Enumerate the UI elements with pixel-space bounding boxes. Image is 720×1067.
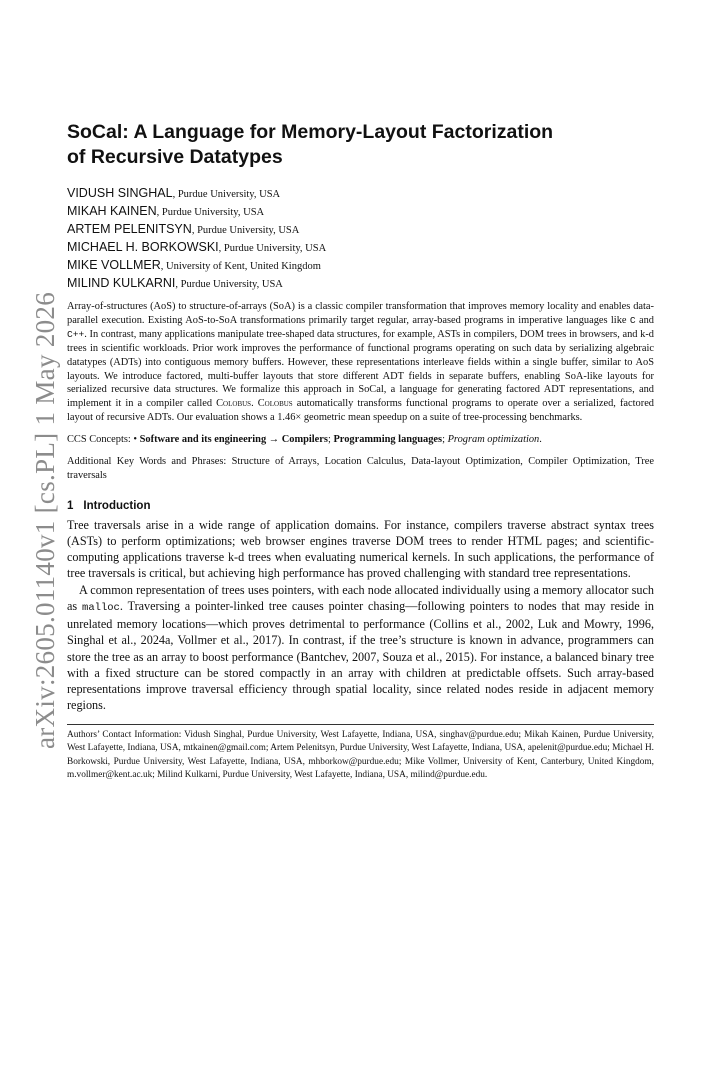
abstract-text: . — [251, 398, 258, 410]
author-entry — [67, 185, 654, 203]
code-term: C — [629, 314, 636, 326]
title-line-2: of Recursive Datatypes — [67, 146, 283, 168]
code-term: C++ — [67, 328, 85, 340]
author-affiliation: , Purdue University, USA — [218, 243, 327, 254]
abstract-text: Array-of-structures (AoS) to structure-of-arrays (SoA) is a classic compiler transformation that improves memory locality and enables data-parallel execution. Existing AoS-to-SoA transformations primarily target regular, array-based programs in imperative languages like — [67, 301, 654, 326]
ccs-term: Compilers — [281, 434, 328, 446]
body-text: . Traversing a pointer-linked tree causes pointer chasing—following pointers to nodes that may reside in unrelated memory locations—which proves detrimental to performance (Collins et al., 2002, Luk and Mowry, 1996, Singhal et al., 2024a, Vollmer et al., 2017). In contrast, if the tree’s structure is known in advance, programmers can store the tree as an array to boost performance (Bantchev, 2007, Souza et al., 2015). For instance, a balanced binary tree with a fixed structure can be stored compactly in an array with children at predictable offsets. Such array-based representations improve traversal efficiency through spatial locality, since related nodes reside in adjacent memory regions. — [67, 598, 654, 713]
abstract-text: and — [635, 314, 654, 326]
keywords: Additional Key Words and Phrases: Structure of Arrays, Location Calculus, Data-layout Optimization, Compiler Optimization, Tree traversals — [67, 456, 654, 481]
author-name: MIKAH KAINEN — [67, 204, 157, 218]
code-term: malloc — [82, 601, 120, 614]
ccs-separator: ; — [327, 434, 334, 446]
author-entry — [67, 221, 654, 239]
author-name: MILIND KULKARNI — [67, 276, 176, 290]
ccs-label: CCS Concepts: • — [67, 434, 140, 446]
author-affiliation: , Purdue University, USA — [191, 225, 300, 236]
ccs-term: Software and its engineering — [139, 434, 267, 446]
abstract — [67, 300, 654, 425]
author-affiliation: , Purdue University, USA — [172, 189, 281, 200]
compiler-name: Colobus — [216, 398, 252, 410]
compiler-name: Colobus — [257, 398, 293, 410]
author-entry — [67, 275, 654, 293]
author-entry — [67, 203, 654, 221]
footnote-divider — [67, 724, 654, 725]
author-name: VIDUSH SINGHAL — [67, 186, 173, 200]
paper-content — [67, 120, 654, 782]
author-contact-footnote: Authors’ Contact Information: Vidush Singhal, Purdue University, West Lafayette, Indiana, USA, singhav@purdue.edu; Mikah Kainen, Purdue University, West Lafayette, Indiana, USA, mtkainen@gmail.com; Artem Pelenitsyn, Purdue University, West Lafayette, Indiana, USA, apelenit@purdue.edu; Michael H. Borkowski, Purdue University, West Lafayette, Indiana, USA, mhborkow@purdue.edu; Mike Vollmer, University of Kent, Canterbury, United Kingdom, m.vollmer@kent.ac.uk; Milind Kulkarni, Purdue University, West Lafayette, Indiana, USA, milind@purdue.edu. — [67, 730, 654, 780]
abstract-text: . In contrast, many applications manipulate tree-shaped data structures, for example, ASTs in compilers, DOM trees in browsers, and k-d trees in scientific workloads. Prior work improves the performance of functional programs operating on such data by serializing algebraic datatypes (ADTs) into contiguous memory buffers. However, these representations interleave fields within a single buffer, similar to AoS layouts. We introduce factored, multi-buffer layouts that store different ADT fields in separate buffers, enabling SoA-like layouts for serialized recursive data structures. We formalize this approach in SoCal, a language for generating factored ADT representations, and implement it in a compiler called — [67, 328, 654, 410]
ccs-concepts — [67, 433, 654, 447]
abstract-paragraph — [67, 300, 654, 425]
author-affiliation: , Purdue University, USA — [156, 207, 265, 218]
author-affiliation: , Purdue University, USA — [175, 279, 283, 290]
paper-title — [67, 120, 654, 170]
section-heading — [67, 500, 654, 512]
intro-paragraph-2 — [67, 582, 654, 714]
ccs-term: Program optimization — [447, 434, 540, 446]
author-entry — [67, 239, 654, 257]
ccs-arrow: → — [266, 434, 282, 446]
ccs-term: Programming languages — [333, 434, 443, 446]
author-affiliation: , University of Kent, United Kingdom — [160, 261, 321, 272]
ccs-separator: ; — [442, 434, 448, 446]
section-title: Introduction — [83, 499, 151, 512]
abstract-text: automatically transforms functional programs to operate over a serialized, factored layout of recursive ADTs. Our evaluation shows a 1.46× geometric mean speedup on a suite of tree-processing benchmarks. — [67, 398, 654, 424]
author-name: ARTEM PELENITSYN — [67, 222, 192, 236]
intro-paragraph-1: Tree traversals arise in a wide range of application domains. For instance, compilers traverse abstract syntax trees (ASTs) to perform optimizations; web browser engines traverse DOM trees to render HTML pages; and scientific-computing applications traverse k-d trees when evaluating numerical kernels. In such applications, the performance of tree traversals is critical, but achieving high performance has proved challenging with standard tree representations. — [67, 517, 654, 581]
body-text: A common representation of trees uses pointers, with each node allocated individually using a memory allocator such as — [67, 582, 654, 613]
arxiv-identifier[interactable]: arXiv:2605.01140v1 [cs.PL] 1 May 2026 — [30, 291, 61, 749]
arxiv-side-label — [29, 285, 63, 755]
title-line-1: SoCal: A Language for Memory-Layout Factorization — [67, 121, 554, 143]
author-name: MICHAEL H. BORKOWSKI — [67, 240, 219, 254]
author-name: MIKE VOLLMER — [67, 258, 161, 272]
author-entry — [67, 257, 654, 275]
ccs-end: . — [539, 434, 542, 446]
introduction-body — [67, 517, 654, 713]
author-list — [67, 185, 654, 293]
section-number: 1 — [67, 499, 74, 512]
